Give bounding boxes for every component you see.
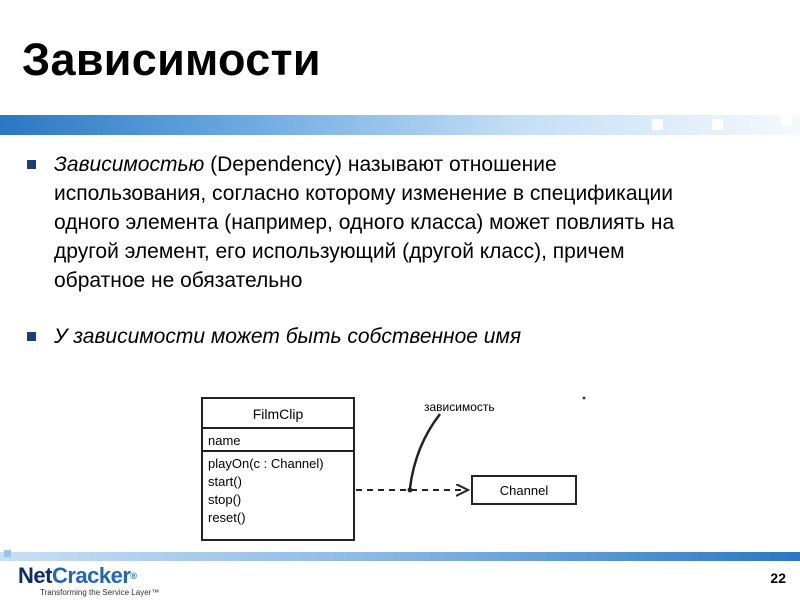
bullet-text: (Dependency) называют отношение использования, согласно которому изменение в спецификации одного элемента (например, одного класса) может повлиять на другой элемент, его использующий (другой класс), причем обратное не обязательно: [54, 153, 675, 292]
label-leader-line: [410, 414, 440, 488]
band-square: [781, 115, 792, 126]
footer-square: [4, 550, 11, 557]
dependency-label: зависимость: [424, 400, 495, 414]
target-class-name: Channel: [499, 483, 549, 498]
slide-title: Зависимости: [22, 34, 321, 85]
footer-band: [0, 552, 800, 561]
page-number: 22: [770, 570, 786, 586]
class-operation: start(): [208, 474, 242, 489]
band-square: [712, 119, 723, 130]
logo-net-text: Net: [18, 563, 52, 588]
bullet-square-icon: [27, 332, 36, 341]
label-anchor-dot: [408, 488, 413, 493]
bullet-italic-lead: У зависимости может быть собственное имя: [54, 325, 522, 348]
class-name: FilmClip: [252, 406, 304, 422]
bullet-italic-lead: Зависимостью: [54, 153, 205, 176]
logo-cracker-text: Cracker: [51, 563, 131, 588]
logo-tagline: Transforming the Service Layer™: [40, 588, 160, 597]
header-band: [0, 115, 800, 135]
bullet-item: [24, 150, 714, 295]
class-operation: reset(): [208, 510, 246, 525]
class-operation: stop(): [208, 492, 242, 507]
netcracker-logo: [18, 565, 159, 597]
uml-dependency-diagram: [188, 384, 628, 552]
bullet-list: [24, 150, 714, 351]
band-square: [652, 119, 663, 130]
class-attribute: name: [208, 433, 241, 448]
class-operation: playOn(c : Channel): [208, 456, 324, 471]
bullet-item: [24, 322, 714, 351]
scan-speck: [583, 397, 586, 400]
logo-registered-mark: ®: [130, 571, 137, 581]
bullet-square-icon: [27, 160, 36, 169]
uml-diagram-svg: [188, 384, 628, 552]
